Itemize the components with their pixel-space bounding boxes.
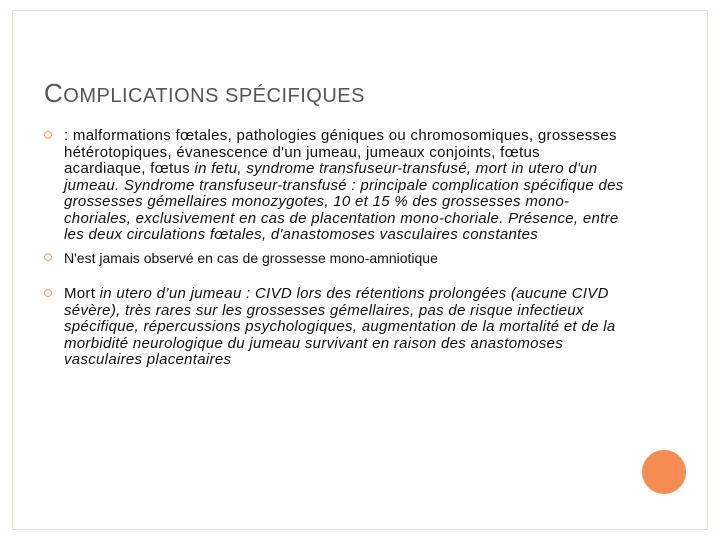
slide-title <box>44 78 365 109</box>
title-rest: OMPLICATIONS SPÉCIFIQUES <box>63 85 365 107</box>
bullet-lead-text: : malformations fœtales, pathologies géniques ou chromosomiques, grossesses hétérotopiques, évanescence d'un jumeau, jumeaux conjoints, fœtus acardiaque, fœtus <box>64 127 617 177</box>
bullet-item-mono-amniotique <box>44 250 624 267</box>
bullet-item-mort-in-utero <box>44 286 624 369</box>
bullet-rest-text: in utero d’un jumeau : CIVD lors des rétentions prolongées (aucune CIVD sévère), très rares sur les grossesses gémellaires, pas de risque infectieux spécifique, répercussions psychologiques, augmentation de la mortalité et de la morbidité neurologique du jumeau survivant en raison des anastomoses vasculaires placentaires <box>64 285 616 368</box>
bullet-rest-text: in fetu, syndrome transfuseur-transfusé, mort in utero d'un jumeau. Syndrome transfuseur-transfusé : principale complication spécifique des grossesses gémellaires monozygotes, 10 et 15 % des grossesses mono-choriales, exclusivement en cas de placentation mono-choriale. Présence, entre les deux circulations fœtales, d'anastomoses vasculaires constantes <box>64 160 624 243</box>
title-first-letter: C <box>44 78 64 108</box>
bullet-circle-icon <box>44 289 52 297</box>
bullet-text: N'est jamais observé en cas de grossesse mono-amniotique <box>64 249 438 266</box>
bullet-circle-icon <box>44 131 52 139</box>
bullet-item-malformations <box>44 128 624 244</box>
bullet-lead-text: Mort <box>64 285 100 302</box>
bullet-circle-icon <box>44 253 52 261</box>
decorative-circle-icon <box>642 450 686 494</box>
bullet-list <box>44 128 624 369</box>
